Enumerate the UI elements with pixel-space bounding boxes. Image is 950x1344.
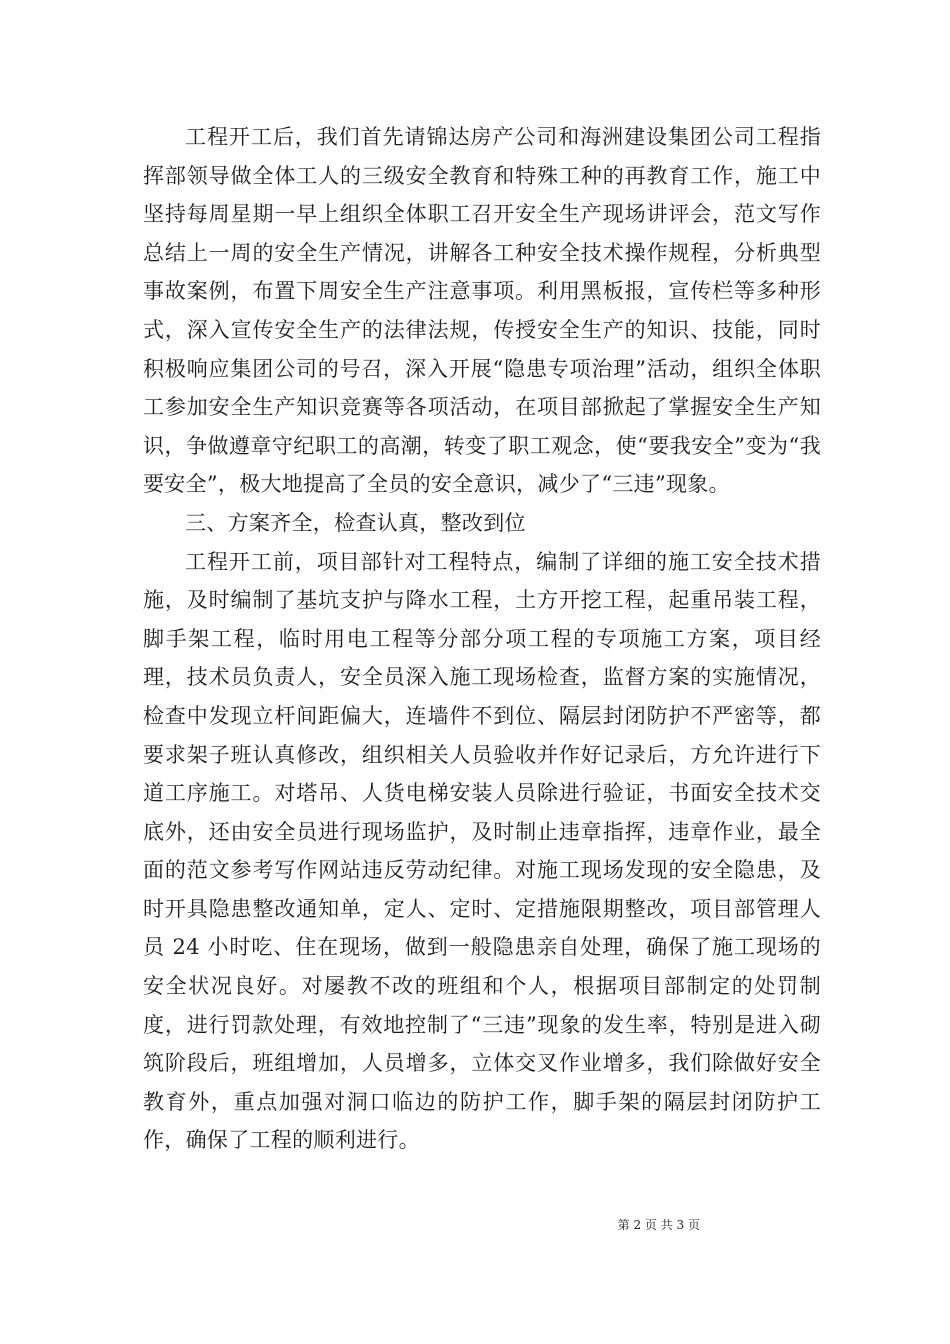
page-number-footer: 第 2 页 共 3 页 bbox=[617, 1218, 700, 1232]
paragraph-inspection-rectification: 工程开工前，项目部针对工程特点，编制了详细的施工安全技术措施，及时编制了基坑支护与降水工程，土方开挖工程，起重吊装工程，脚手架工程，临时用电工程等分部分项工程的专项施工方案，项目经理，技术员负责人，安全员深入施工现场检查，监督方案的实施情况，检查中发现立杆间距偏大，连墙件不到位、隔层封闭防护不严密等，都要求架子班认真修改，组织相关人员验收并作好记录后，方允许进行下道工序施工。对塔吊、人货电梯安装人员除进行验证，书面安全技术交底外，还由安全员进行现场监护，及时制止违章指挥，违章作业，最全面的范文参考写作网站违反劳动纪律。对施工现场发现的安全隐患，及时开具隐患整改通知单，定人、定时、定措施限期整改，项目部管理人员 24 小时吃、住在现场，做到一般隐患亲自处理，确保了施工现场的安全状况良好。对屡教不改的班组和个人，根据项目部制定的处罚制度，进行罚款处理，有效地控制了“三违”现象的发生率，特别是进入砌筑阶段后，班组增加，人员增多，立体交叉作业增多，我们除做好安全教育外，重点加强对洞口临边的防护工作，脚手架的隔层封闭防护工作，确保了工程的顺利进行。 bbox=[143, 549, 821, 1153]
section-heading: 三、方案齐全，检查认真，整改到位 bbox=[185, 510, 526, 535]
document-body bbox=[143, 118, 821, 1160]
paragraph-safety-education: 工程开工后，我们首先请锦达房产公司和海洲建设集团公司工程指挥部领导做全体工人的三级安全教育和特殊工种的再教育工作，施工中坚持每周星期一早上组织全体职工召开安全生产现场讲评会，范文写作总结上一周的安全生产情况，讲解各工种安全技术操作规程，分析典型事故案例，布置下周安全生产注意事项。利用黑板报，宣传栏等多种形式，深入宣传安全生产的法律法规，传授安全生产的知识、技能，同时积极响应集团公司的号召，深入开展“隐患专项治理”活动，组织全体职工参加安全生产知识竞赛等各项活动，在项目部掀起了掌握安全生产知识，争做遵章守纪职工的高潮，转变了职工观念，使“要我安全”变为“我要安全”，极大地提高了全员的安全意识，减少了“三违”现象。 bbox=[143, 125, 821, 497]
